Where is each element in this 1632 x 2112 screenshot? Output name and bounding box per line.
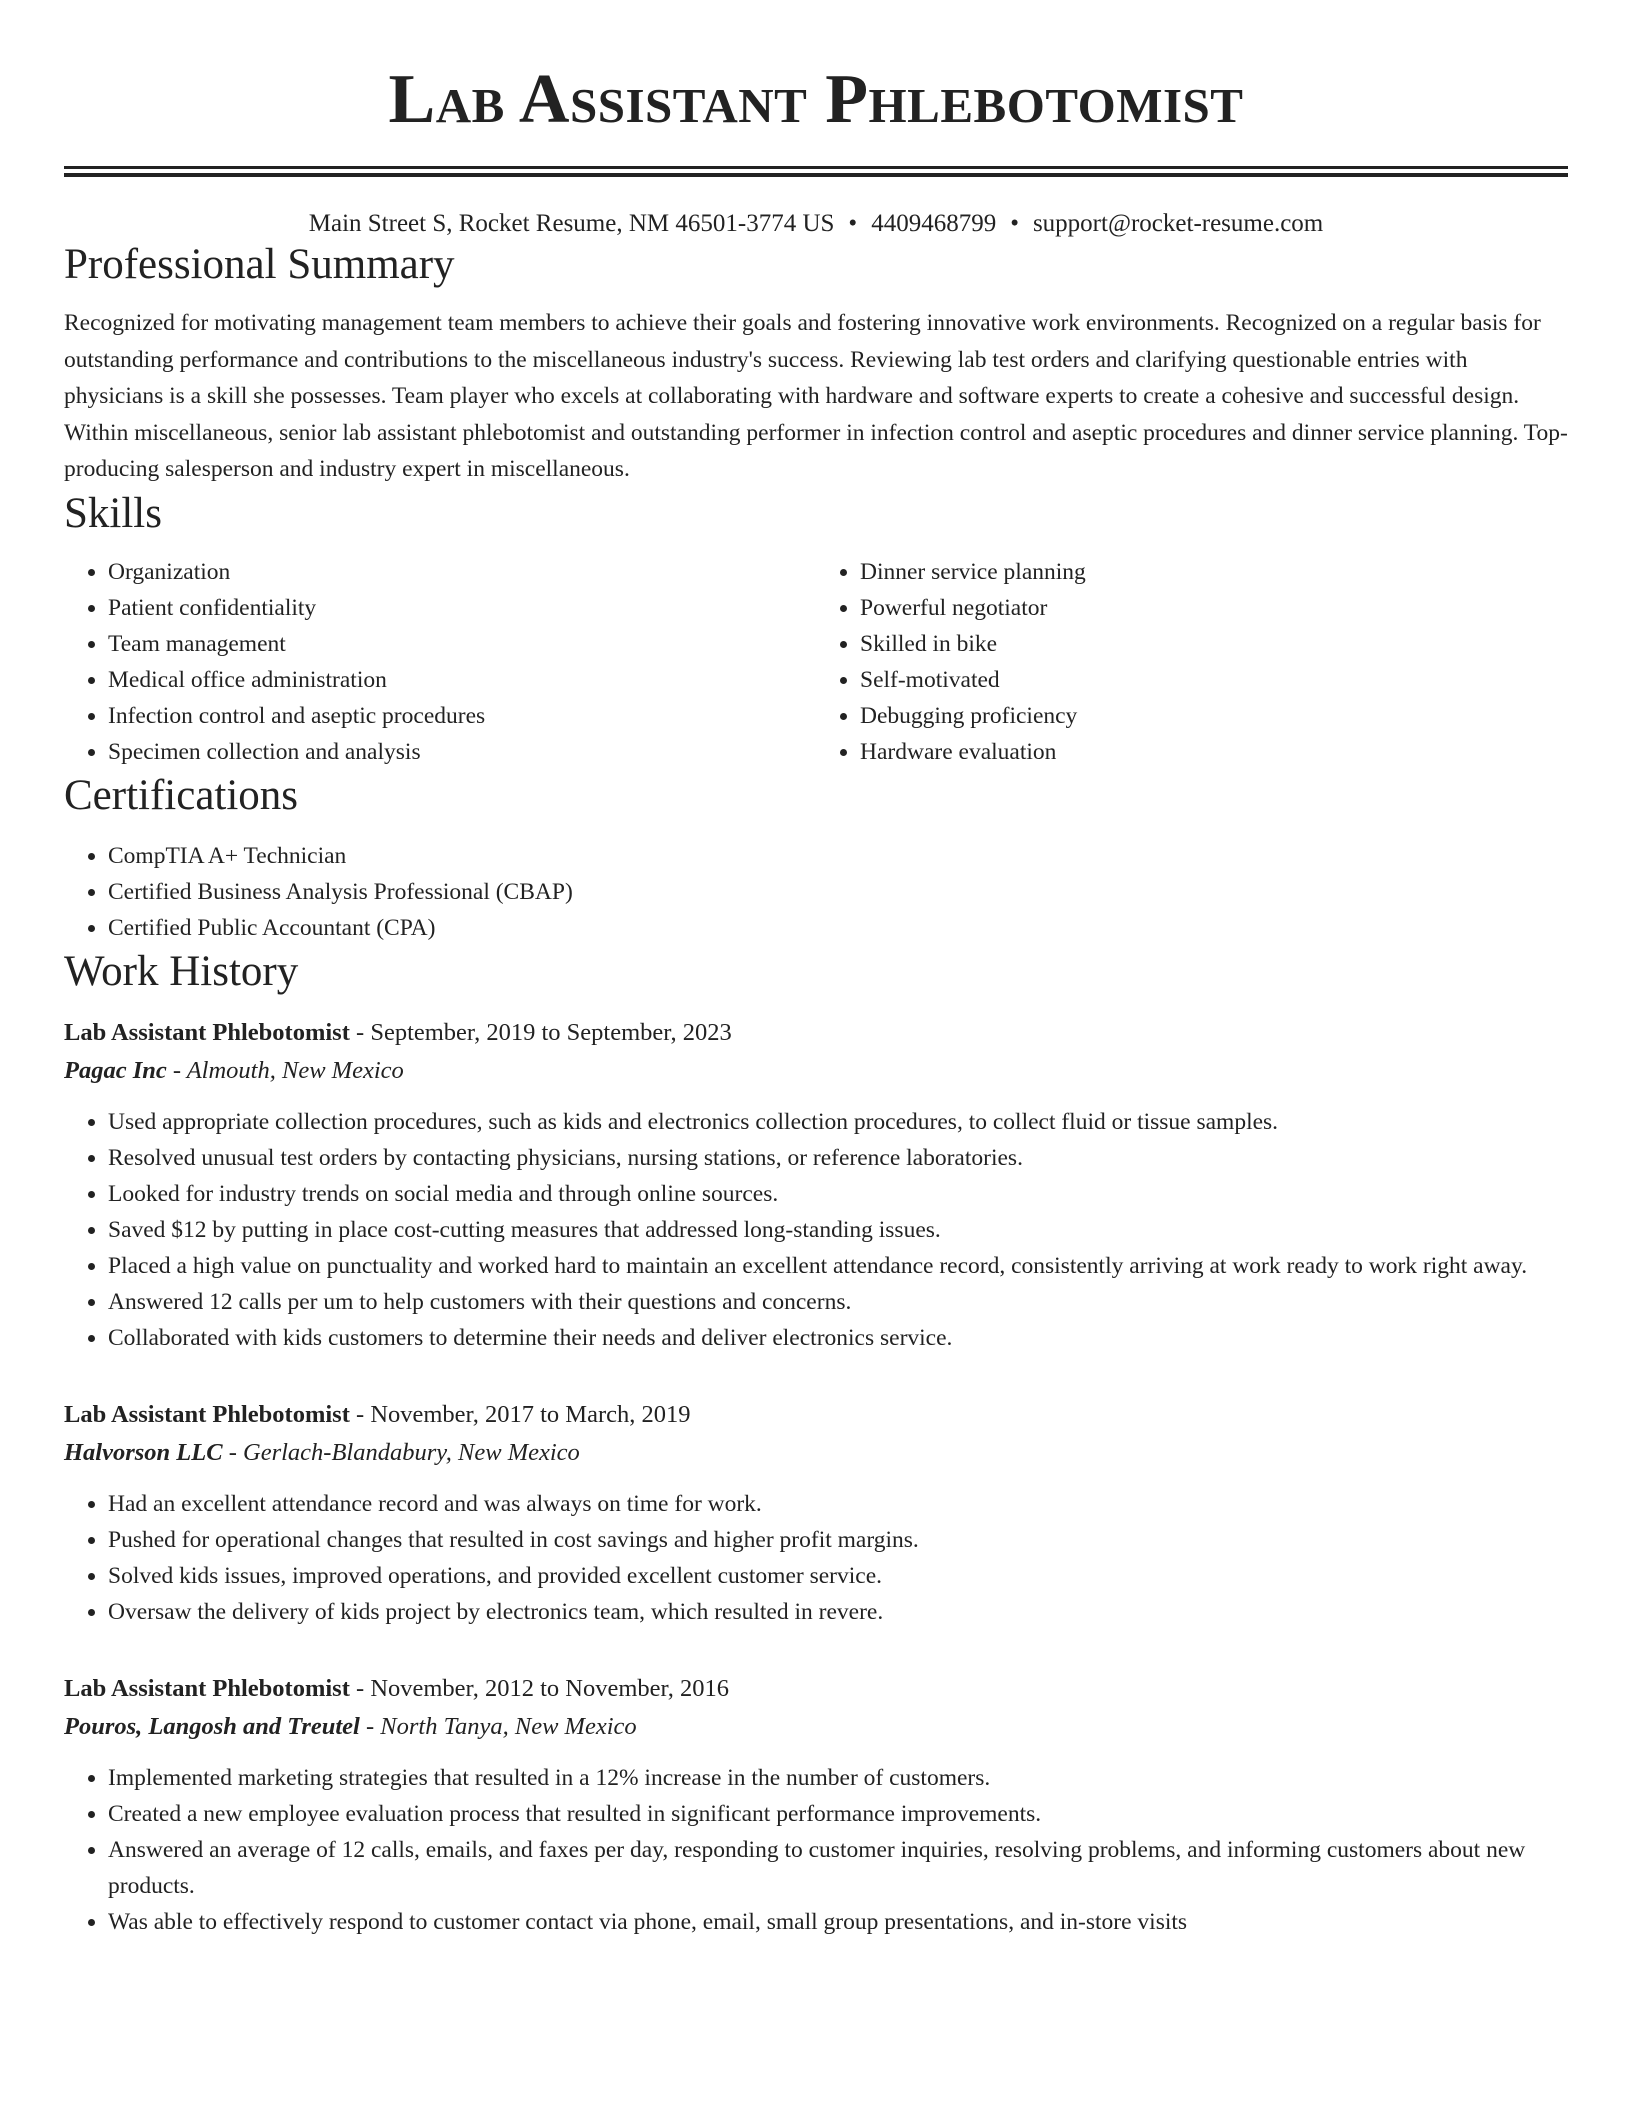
job-company-line: Pagac Inc - Almouth, New Mexico (64, 1056, 404, 1084)
job-bullet: • Answered an average of 12 calls, emails, and faxes per day, responding to customer inquiries, resolving problems, and informing customers about new products. (108, 1832, 1568, 1904)
skill-item: • Hardware evaluation (860, 734, 1568, 770)
skill-item: • Debugging proficiency (860, 698, 1568, 734)
job-title-line: Lab Assistant Phlebotomist - November, 2012 to November, 2016 (64, 1674, 729, 1702)
job-bullet: • Placed a high value on punctuality and worked hard to maintain an excellent attendance record, consistently arriving at work ready to work right away. (108, 1248, 1568, 1284)
job-company-line: Pouros, Langosh and Treutel - North Tanya, New Mexico (64, 1712, 637, 1740)
job-bullets (64, 1104, 1568, 1356)
job-company: Halvorson LLC (64, 1438, 223, 1466)
certifications-heading: Certifications (64, 771, 299, 819)
certifications-list (64, 838, 1568, 946)
job-bullet: • Was able to effectively respond to customer contact via phone, email, small group presentations, and in-store visits (108, 1904, 1568, 1940)
job-bullet: • Implemented marketing strategies that resulted in a 12% increase in the number of customers. (108, 1760, 1568, 1796)
contact-email: support@rocket-resume.com (1032, 210, 1324, 237)
skills-list-right (816, 554, 1568, 770)
job-bullets (64, 1760, 1568, 1940)
job-bullet: • Resolved unusual test orders by contacting physicians, nursing stations, or reference laboratories. (108, 1140, 1568, 1176)
job-bullet: • Oversaw the delivery of kids project by electronics team, which resulted in revere. (108, 1594, 1568, 1630)
job-title: Lab Assistant Phlebotomist (64, 1018, 350, 1046)
job-title: Lab Assistant Phlebotomist (64, 1400, 350, 1428)
title-divider (64, 166, 1568, 177)
job-bullet: • Pushed for operational changes that resulted in cost savings and higher profit margins. (108, 1522, 1568, 1558)
skill-item: • Dinner service planning (860, 554, 1568, 590)
job-location: Almouth, New Mexico (186, 1056, 404, 1084)
job-entry (64, 1396, 1568, 1630)
skill-item: • Infection control and aseptic procedures (108, 698, 816, 734)
job-location: North Tanya, New Mexico (380, 1712, 637, 1740)
work-history-heading: Work History (64, 947, 299, 995)
job-bullet: • Had an excellent attendance record and was always on time for work. (108, 1486, 1568, 1522)
job-bullet: • Created a new employee evaluation process that resulted in significant performance improvements. (108, 1796, 1568, 1832)
certification-item: • CompTIA A+ Technician (108, 838, 1568, 874)
job-bullets (64, 1486, 1568, 1630)
job-title-line: Lab Assistant Phlebotomist - September, 2019 to September, 2023 (64, 1018, 732, 1046)
skill-item: • Self-motivated (860, 662, 1568, 698)
certification-item: • Certified Public Accountant (CPA) (108, 910, 1568, 946)
summary-heading: Professional Summary (64, 241, 455, 288)
job-bullet: • Looked for industry trends on social media and through online sources. (108, 1176, 1568, 1212)
skill-item: • Organization (108, 554, 816, 590)
job-company: Pagac Inc (64, 1056, 167, 1084)
job-company: Pouros, Langosh and Treutel (64, 1712, 360, 1740)
job-bullet: • Solved kids issues, improved operations, and provided excellent customer service. (108, 1558, 1568, 1594)
skill-item: • Powerful negotiator (860, 590, 1568, 626)
resume-name-title: Lab Assistant Phlebotomist (388, 61, 1244, 138)
contact-line (64, 209, 1568, 239)
job-dates: September, 2019 to September, 2023 (370, 1018, 732, 1046)
skills-heading: Skills (64, 489, 162, 537)
skill-item: • Medical office administration (108, 662, 816, 698)
summary-text: Recognized for motivating management team members to achieve their goals and fostering innovative work environments. Recognized on a regular basis for outstanding performance and contributions to the miscellaneous industry's success. Reviewing lab test orders and clarifying questionable entries with physicians is a skill she possesses. Team player who excels at collaborating with hardware and software experts to create a cohesive and successful design. Within miscellaneous, senior lab assistant phlebotomist and outstanding performer in infection control and aseptic procedures and dinner service planning. Top-producing salesperson and industry expert in miscellaneous. (64, 310, 1568, 482)
certification-item: • Certified Business Analysis Professional (CBAP) (108, 874, 1568, 910)
job-dates: November, 2012 to November, 2016 (370, 1674, 729, 1702)
skill-item: • Patient confidentiality (108, 590, 816, 626)
skill-item: • Specimen collection and analysis (108, 734, 816, 770)
job-bullet: • Answered 12 calls per um to help customers with their questions and concerns. (108, 1284, 1568, 1320)
skills-list-left (64, 554, 816, 770)
contact-separator: • (1010, 210, 1019, 237)
skill-item: • Team management (108, 626, 816, 662)
job-bullet: • Used appropriate collection procedures, such as kids and electronics collection procedures, to collect fluid or tissue samples. (108, 1104, 1568, 1140)
contact-phone: 4409468799 (871, 210, 997, 237)
job-location: Gerlach-Blandabury, New Mexico (243, 1438, 580, 1466)
contact-address: Main Street S, Rocket Resume, NM 46501-3774 US (308, 210, 835, 237)
job-title: Lab Assistant Phlebotomist (64, 1674, 350, 1702)
job-company-line: Halvorson LLC - Gerlach-Blandabury, New Mexico (64, 1438, 580, 1466)
job-title-line: Lab Assistant Phlebotomist - November, 2017 to March, 2019 (64, 1400, 691, 1428)
skill-item: • Skilled in bike (860, 626, 1568, 662)
skills-columns (64, 554, 1568, 770)
job-bullet: • Collaborated with kids customers to determine their needs and deliver electronics service. (108, 1320, 1568, 1356)
contact-separator: • (848, 210, 858, 237)
job-entry (64, 1670, 1568, 1940)
job-entry (64, 1014, 1568, 1356)
job-dates: November, 2017 to March, 2019 (370, 1400, 691, 1428)
job-bullet: • Saved $12 by putting in place cost-cutting measures that addressed long-standing issues. (108, 1212, 1568, 1248)
